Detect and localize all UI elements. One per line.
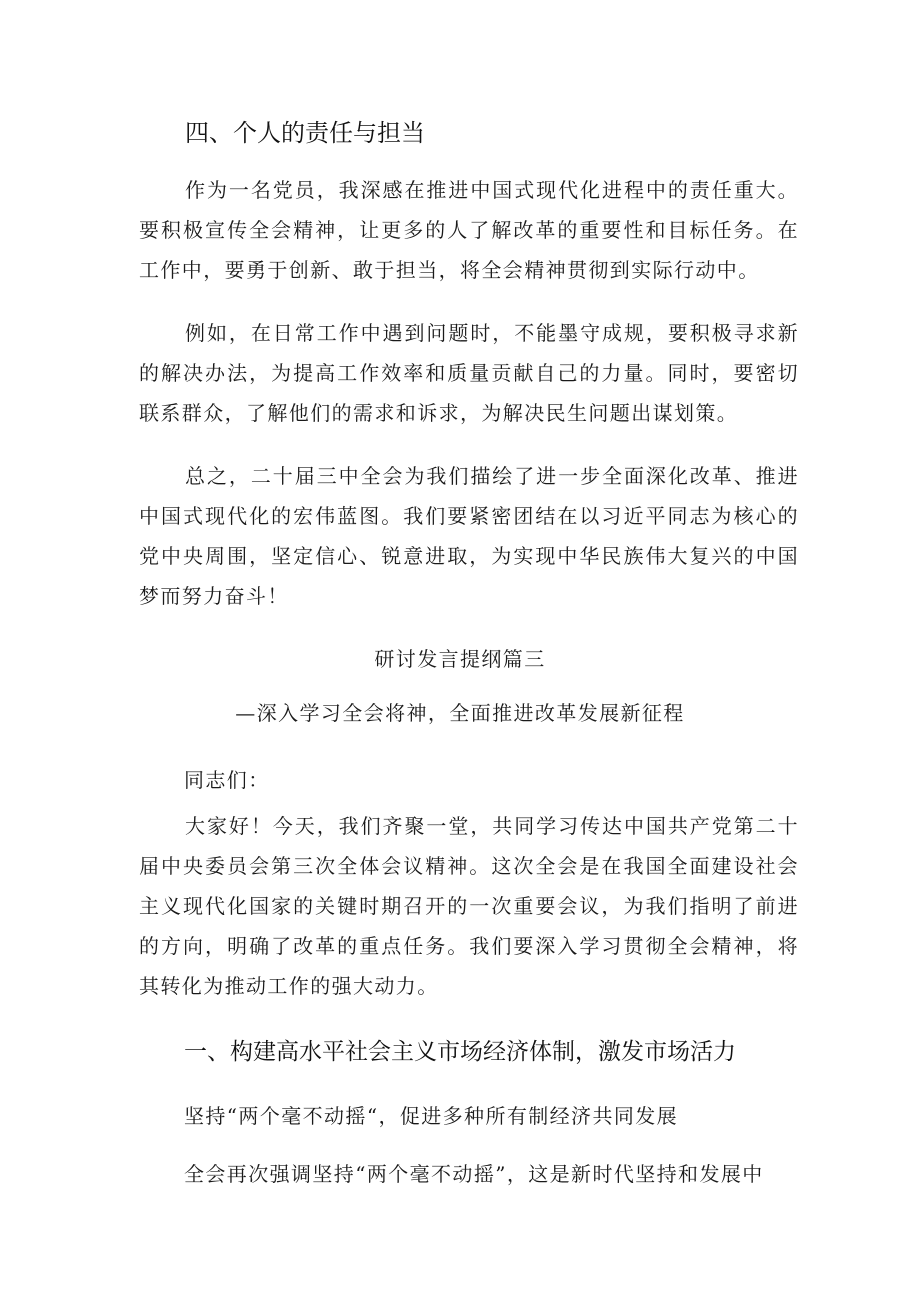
paragraph: 大家好！今天，我们齐聚一堂，共同学习传达中国共产党第二十届中央委员会第三次全体会议精神。这次全会是在我国全面建设社会主义现代化国家的关键时期召开的一次重要会议，为我们指明了前进的方向，明确了改革的重点任务。我们要深入学习贯彻全会精神，将其转化为推动工作的强大动力。: [139, 814, 799, 998]
paragraph: 作为一名党员，我深感在推进中国式现代化进程中的责任重大。要积极宣传全会精神，让更多的人了解改革的重要性和目标任务。在工作中，要勇于创新、敢于担当，将全会精神贯彻到实际行动中。: [139, 178, 799, 282]
paragraph-first-line: 全会再次强调坚持“两个毫不动摇”，这是新时代坚持和发展中: [184, 1162, 764, 1186]
subheading: 坚持“两个毫不动摇“，促进多种所有制经济共同发展: [184, 1104, 679, 1128]
paragraph: 总之，二十届三中全会为我们描绘了进一步全面深化改革、推进中国式现代化的宏伟蓝图。我们要紧密团结在以习近平同志为核心的党中央周围，坚定信心、锐意进取，为实现中华民族伟大复兴的中国梦而努力奋斗！: [139, 464, 799, 608]
part-title: 研讨发言提纲篇三: [374, 647, 546, 671]
paragraph: 例如，在日常工作中遇到问题时，不能墨守成规，要积极寻求新的解决办法，为提高工作效率和质量贡献自己的力量。同时，要密切联系群众，了解他们的需求和诉求，为解决民生问题出谋划策。: [139, 321, 799, 425]
part-subtitle: —深入学习全会将神，全面推进改革发展新征程: [235, 701, 685, 725]
greeting: 同志们：: [184, 768, 270, 792]
section-heading: 一、构建高水平社会主义市场经济体制，激发市场活力: [184, 1039, 736, 1065]
section-heading: 四、个人的责任与担当: [185, 119, 425, 147]
